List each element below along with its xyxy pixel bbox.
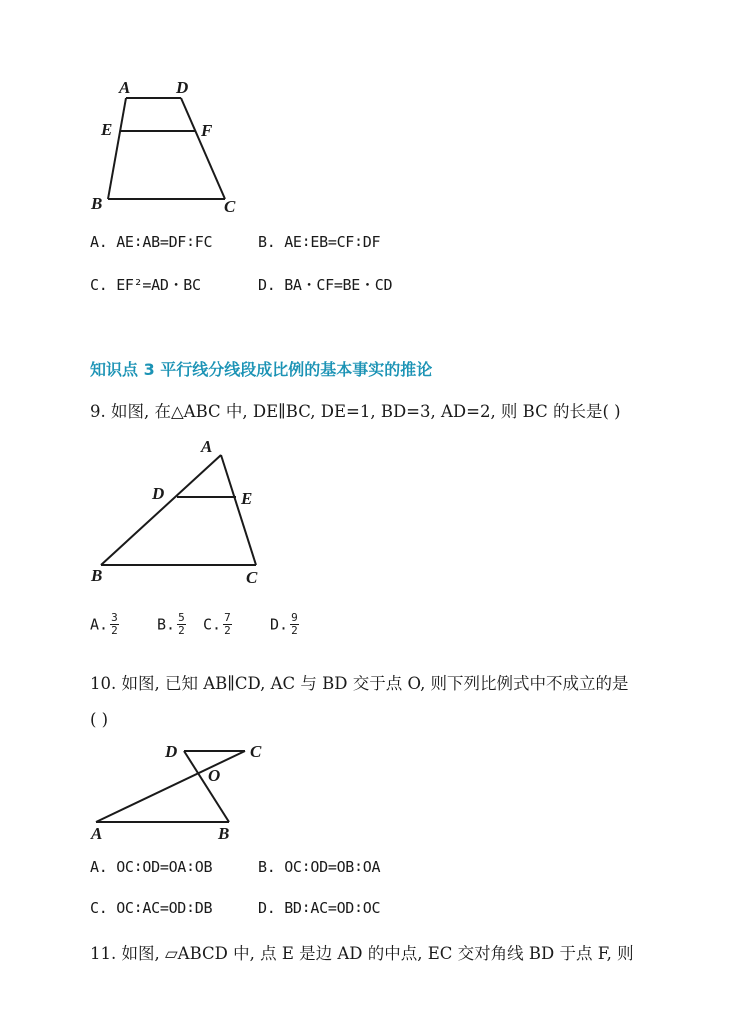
- label-a: A: [91, 824, 103, 843]
- label-d: D: [165, 742, 178, 761]
- q10-option-b: B. OC∶OD=OB∶OA: [258, 858, 381, 876]
- q10-option-d: D. BD∶AC=OD∶OC: [258, 899, 381, 917]
- section-heading: 知识点 3 平行线分线段成比例的基本事实的推论: [90, 360, 433, 379]
- q10-paren: ( ): [90, 710, 109, 729]
- label-c: C: [246, 568, 258, 587]
- label-c: C: [250, 742, 262, 761]
- label-c: C: [224, 197, 236, 216]
- q9-text: 9. 如图, 在△ABC 中, DE∥BC, DE=1, BD=3, AD=2, 则 BC 的长是( ): [90, 402, 621, 421]
- q8-option-b: B. AE∶EB=CF∶DF: [258, 233, 381, 251]
- label-b: B: [91, 566, 103, 585]
- label-o: O: [208, 766, 221, 785]
- label-b: B: [218, 824, 230, 843]
- q10-option-a: A. OC∶OD=OA∶OB: [90, 858, 213, 876]
- q10-text: 10. 如图, 已知 AB∥CD, AC 与 BD 交于点 O, 则下列比例式中不成立的是: [90, 674, 629, 693]
- label-e: E: [241, 489, 253, 508]
- label-a: A: [201, 437, 213, 456]
- label-f: F: [201, 121, 213, 140]
- q9-option-a: A. $\frac{3}{2}$: [90, 611, 118, 637]
- q10-option-c: C. OC∶AC=OD∶DB: [90, 899, 213, 917]
- q8-option-d: D. BA・CF=BE・CD: [258, 276, 393, 294]
- label-d: D: [152, 484, 165, 503]
- q9-option-c: C. $\frac{7}{2}$: [203, 611, 231, 637]
- label-b: B: [91, 194, 103, 213]
- label-d: D: [176, 78, 189, 97]
- label-e: E: [101, 120, 113, 139]
- q9-option-b: B. $\frac{5}{2}$: [157, 611, 185, 637]
- label-a: A: [119, 78, 131, 97]
- q9-option-d: D. $\frac{9}{2}$: [270, 611, 298, 637]
- q11-text: 11. 如图, ▱ABCD 中, 点 E 是边 AD 的中点, EC 交对角线 BD 于点 F, 则: [90, 944, 634, 963]
- q8-option-c: C. EF²=AD・BC: [90, 276, 201, 294]
- q8-option-a: A. AE∶AB=DF∶FC: [90, 233, 213, 251]
